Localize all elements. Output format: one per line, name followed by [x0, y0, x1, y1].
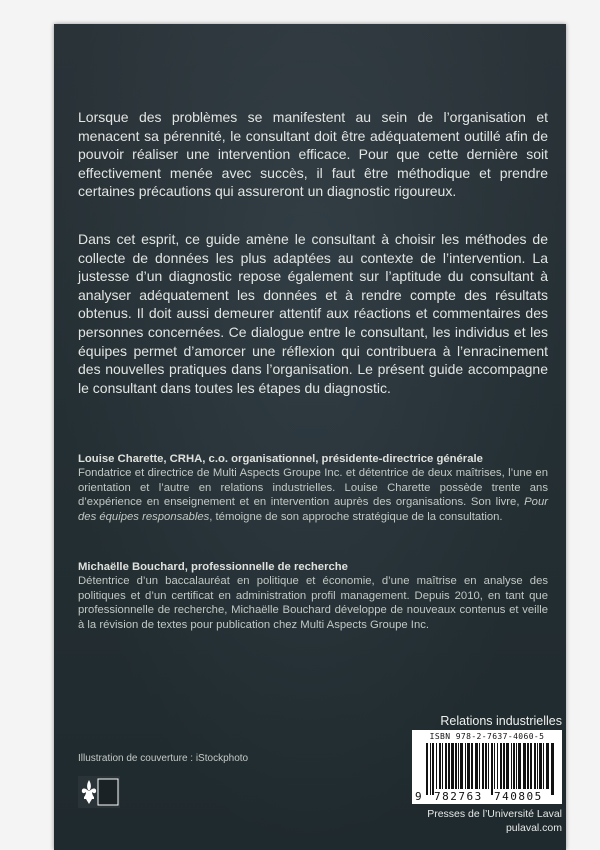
barcode-bar [465, 743, 466, 789]
barcode-bar [471, 743, 473, 789]
barcode-bar [458, 743, 459, 789]
barcode-digits-right: 740805 [494, 790, 543, 803]
barcode-bar [497, 743, 498, 789]
barcode-bar [485, 743, 487, 789]
isbn-text: ISBN 978-2-7637-4060-5 [429, 732, 545, 741]
barcode-bar [537, 743, 538, 789]
barcode-bar [442, 743, 443, 789]
barcode-bar [426, 743, 428, 795]
barcode-bar [448, 743, 450, 789]
barcode-bar [475, 743, 478, 789]
barcode-bar [436, 743, 437, 789]
barcode-bar [539, 743, 542, 789]
barcode-bar [513, 743, 515, 789]
barcode-bar [479, 743, 480, 789]
author-name: Michaëlle Bouchard, professionnelle de recherche [78, 561, 348, 573]
publisher-info [394, 807, 562, 835]
back-cover [54, 24, 566, 850]
barcode-bar [460, 743, 463, 789]
barcode-bar [430, 743, 431, 795]
barcode-bar [530, 743, 532, 789]
barcode-bar [503, 743, 505, 789]
book-title: Pour des équipes responsables [78, 496, 548, 523]
barcode-bar [551, 743, 554, 795]
edite-au-quebec-logo [78, 776, 120, 808]
barcode-bar [534, 743, 536, 789]
barcode-digits-left: 782763 [434, 790, 483, 803]
barcode-bar [467, 743, 470, 789]
isbn-barcode [412, 730, 562, 804]
barcode-bar [451, 743, 454, 789]
barcode-bar [523, 743, 526, 789]
series-label: Relations industrielles [440, 714, 562, 728]
barcode-bar [546, 743, 549, 789]
cover-credit: Illustration de couverture : iStockphoto [78, 753, 249, 764]
barcode-bars [412, 730, 562, 804]
barcode-bar [439, 743, 441, 789]
barcode-bar [500, 743, 502, 789]
fleur-de-lis-icon [78, 776, 120, 808]
barcode-bar [494, 743, 495, 789]
publisher-url[interactable]: pulaval.com [505, 822, 562, 834]
description-paragraph-2: Dans cet esprit, ce guide amène le consultant à choisir les méthodes de collecte de données les plus adaptées au contexte de l’intervention. La justesse d’un diagnostic repose également sur l’aptitude du consultant à analyser adéquatement les données et à rendre compte des résultats obtenus. Il doit aussi demeurer attentif aux réactions et commentaires des personnes concernées. Ce dialogue entre le consultant, les individus et les équipes permet d’amorcer une réflexion qui contribuera à l’enracinement des nouvelles pratiques dans l’organisation. Le présent guide accompagne le consultant dans toutes les étapes du diagnostic. [78, 231, 548, 396]
author-bio-text: Fondatrice et directrice de Multi Aspects Groupe Inc. et détentrice de deux maîtrises, l’une en orientation et l’autre en relations industrielles. Louise Charette possède trente ans d’expérience en enseignement et en intervention auprès des organisations. Son livre, Pour des équipes responsables, témoigne de son approche stratégique de la consultation. [78, 467, 548, 523]
publisher-name: Presses de l’Université Laval [427, 808, 562, 820]
barcode-bar [482, 743, 484, 789]
author-bio-text: Détentrice d’un baccalauréat en politique et économie, d’une maîtrise en analyse des politiques et d’un certificat en administration profil management. Depuis 2010, en tant que professionnelle de recherche, Michaëlle Bouchard développe de nouveaux contenus et veille à la révision de textes pour publication chez Multi Aspects Groupe Inc. [78, 575, 548, 631]
barcode-bar [518, 743, 521, 789]
barcode-bar [516, 743, 517, 789]
barcode-digit-lead: 9 [415, 790, 422, 803]
barcode-bar [527, 743, 529, 789]
author-bio-louise-charette [78, 452, 548, 524]
barcode-bar [491, 743, 493, 795]
barcode-bar [488, 743, 489, 789]
barcode-bar [511, 743, 512, 789]
barcode-bar [506, 743, 509, 789]
author-name: Louise Charette, CRHA, c.o. organisationnel, présidente-directrice générale [78, 453, 483, 465]
barcode-bar [445, 743, 447, 789]
barcode-bar [432, 743, 434, 795]
description-paragraph-1: Lorsque des problèmes se manifestent au sein de l’organisation et menacent sa pérennité, le consultant doit être adéquatement outillé afin de pouvoir réaliser une intervention efficace. Pour que cette dernière soit effectivement menée avec succès, il faut être méthodique et prendre certaines précautions qui assureront un diagnostic rigoureux. [78, 109, 548, 200]
barcode-bar [455, 743, 457, 789]
barcode-bar [543, 743, 544, 789]
author-bio-michaelle-bouchard [78, 560, 548, 632]
